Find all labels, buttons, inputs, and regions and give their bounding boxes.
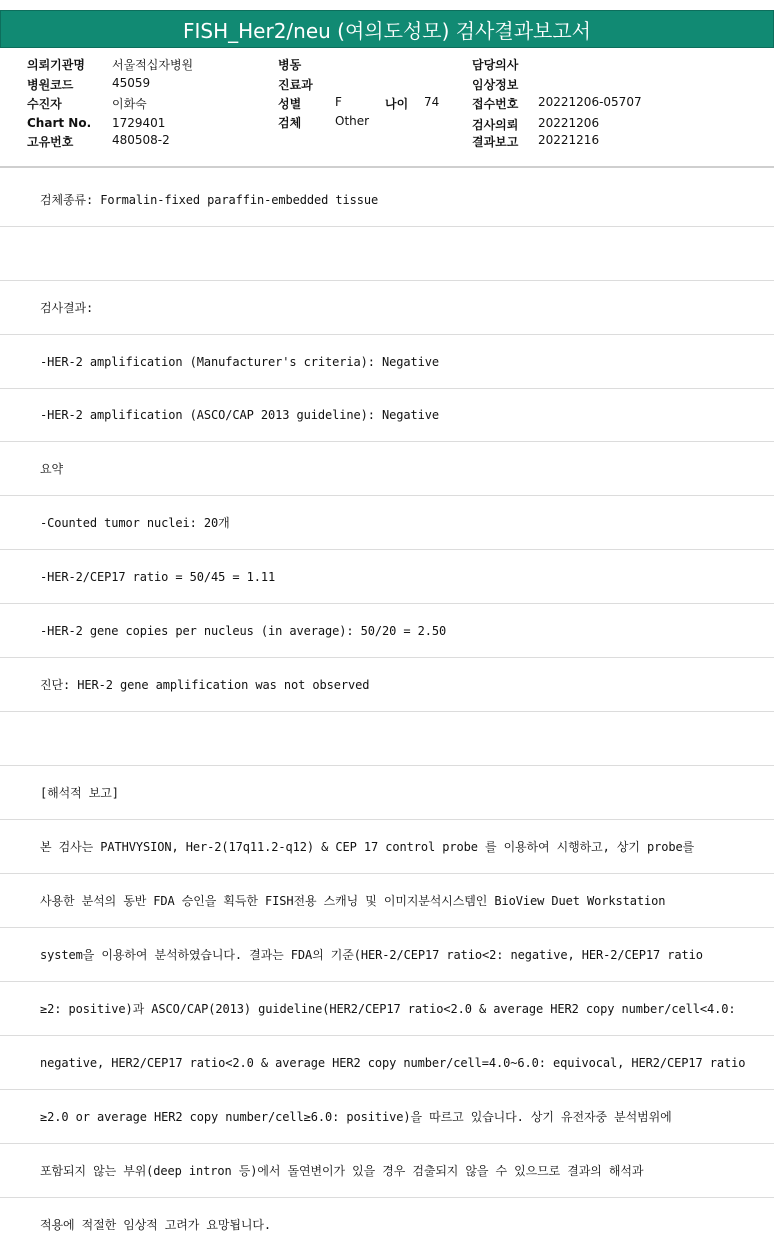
specimen-value: Other <box>335 114 370 128</box>
report-line <box>0 604 774 658</box>
physician-label: 담당의사 <box>472 58 519 72</box>
report-line <box>0 712 774 766</box>
unique-id-label: 고유번호 <box>27 135 74 149</box>
report-line-text: 사용한 분석의 동반 FDA 승인을 획득한 FISH전용 스캐닝 및 이미지분석시스템인 BioView Duet Workstation <box>40 894 666 908</box>
report-line <box>0 1198 774 1252</box>
request-date-value: 20221206 <box>538 116 600 130</box>
patient-name-value: 이화숙 <box>112 97 147 111</box>
department-label: 진료과 <box>278 78 313 92</box>
patient-name-label: 수진자 <box>27 97 62 111</box>
hospital-code-label: 병원코드 <box>27 78 74 92</box>
report-line <box>0 1090 774 1144</box>
sex-value: F <box>335 95 342 109</box>
specimen-label: 검체 <box>278 116 302 130</box>
report-line-text: -HER-2/CEP17 ratio = 50/45 = 1.11 <box>40 569 276 584</box>
ward-label: 병동 <box>278 58 302 72</box>
report-line <box>0 874 774 928</box>
report-date-label: 결과보고 <box>472 135 519 149</box>
report-line-text: -Counted tumor nuclei: 20개 <box>40 516 230 530</box>
report-line <box>0 928 774 982</box>
report-line <box>0 335 774 389</box>
report-line-text: 검사결과: <box>40 301 94 315</box>
report-line <box>0 173 774 227</box>
institution-label: 의뢰기관명 <box>27 58 85 72</box>
report-line <box>0 281 774 335</box>
report-line-text: -HER-2 gene copies per nucleus (in average): 50/20 = 2.50 <box>40 623 447 638</box>
unique-id-value: 480508-2 <box>112 133 170 147</box>
accession-no-value: 20221206-05707 <box>538 95 642 109</box>
report-line <box>0 550 774 604</box>
report-line <box>0 442 774 496</box>
report-line-text: 요약 <box>40 462 63 476</box>
report-line-text: ≥2: positive)과 ASCO/CAP(2013) guideline(HER2/CEP17 ratio<2.0 & average HER2 copy number/cell<4.0: <box>40 1002 736 1016</box>
report-line-text: 검체종류: Formalin-fixed paraffin-embedded tissue <box>40 193 379 207</box>
accession-no-label: 접수번호 <box>472 97 519 111</box>
report-line-text: [해석적 보고] <box>40 786 119 800</box>
report-date-value: 20221216 <box>538 133 600 147</box>
clinical-info-label: 임상정보 <box>472 78 519 92</box>
age-value: 74 <box>424 95 440 109</box>
report-line <box>0 227 774 281</box>
report-title: FISH_Her2/neu (여의도성모) 검사결과보고서 <box>183 18 591 43</box>
sex-label: 성별 <box>278 97 302 111</box>
report-line-text: 적용에 적절한 임상적 고려가 요망됩니다. <box>40 1218 271 1232</box>
chart-no-label: Chart No. <box>27 116 92 130</box>
report-line-text: 본 검사는 PATHVYSION, Her-2(17q11.2-q12) & CEP 17 control probe 를 이용하여 시행하고, 상기 probe를 <box>40 840 695 854</box>
patient-info-header <box>0 48 774 148</box>
report-line-text: -HER-2 amplification (Manufacturer's criteria): Negative <box>40 354 439 369</box>
report-line <box>0 820 774 874</box>
report-line <box>0 496 774 550</box>
report-line-text: system을 이용하여 분석하였습니다. 결과는 FDA의 기준(HER-2/CEP17 ratio<2: negative, HER-2/CEP17 ratio <box>40 948 703 962</box>
report-line-text: negative, HER2/CEP17 ratio<2.0 & average HER2 copy number/cell=4.0~6.0: equivocal, HER2/CEP17 ratio <box>40 1055 746 1070</box>
request-date-label: 검사의뢰 <box>472 118 519 132</box>
chart-no-value: 1729401 <box>112 116 166 130</box>
report-line-text: -HER-2 amplification (ASCO/CAP 2013 guideline): Negative <box>40 407 439 422</box>
report-line <box>0 766 774 820</box>
report-line <box>0 658 774 712</box>
institution-value: 서울적십자병원 <box>112 58 194 72</box>
age-label: 나이 <box>385 97 409 111</box>
header-divider <box>0 166 774 168</box>
report-title-bar <box>0 10 774 48</box>
report-line-text: 진단: HER-2 gene amplification was not observed <box>40 678 370 692</box>
hospital-code-value: 45059 <box>112 76 151 90</box>
report-line <box>0 1036 774 1090</box>
report-line <box>0 1144 774 1198</box>
report-line-text: 포함되지 않는 부위(deep intron 등)에서 돌연변이가 있을 경우 검출되지 않을 수 있으므로 결과의 해석과 <box>40 1164 644 1178</box>
report-line-text: ≥2.0 or average HER2 copy number/cell≥6.0: positive)을 따르고 있습니다. 상기 유전자중 분석범위에 <box>40 1110 672 1124</box>
report-line <box>0 982 774 1036</box>
report-line <box>0 388 774 442</box>
